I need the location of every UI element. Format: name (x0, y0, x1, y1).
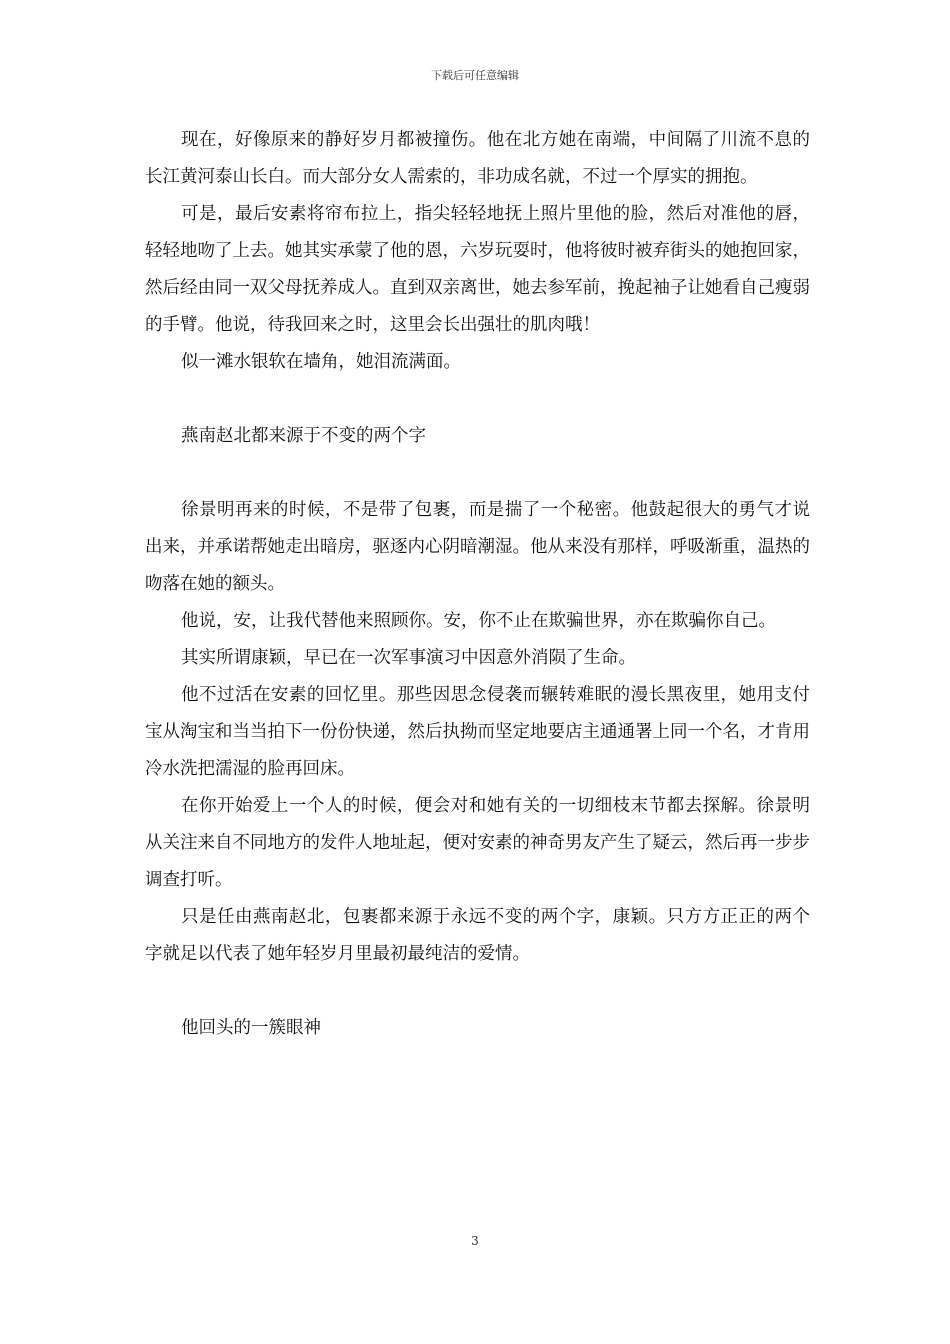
paragraph: 其实所谓康颖，早已在一次军事演习中因意外消陨了生命。 (181, 648, 636, 668)
section-heading: 他回头的一簇眼神 (181, 1018, 321, 1038)
paragraph: 他不过活在安素的回忆里。那些因思念侵袭而辗转难眠的漫长黑夜里，她用支付宝从淘宝和当当拍下一份份快递，然后执拗而坚定地要店主通通署上同一个名，才肯用冷水洗把濡湿的脸再回床。 (145, 685, 810, 779)
page-number: 3 (471, 1234, 479, 1248)
paragraph: 现在，好像原来的静好岁月都被撞伤。他在北方她在南端，中间隔了川流不息的长江黄河泰山长白。而大部分女人需索的，非功成名就，不过一个厚实的拥抱。 (145, 130, 810, 187)
document-body (145, 122, 810, 1047)
paragraph: 只是任由燕南赵北，包裹都来源于永远不变的两个字，康颖。只方方正正的两个字就足以代表了她年轻岁月里最初最纯洁的爱情。 (145, 907, 810, 964)
page-header: 下载后可任意编辑 (431, 69, 519, 82)
paragraph: 他说，安，让我代替他来照顾你。安，你不止在欺骗世界，亦在欺骗你自己。 (181, 611, 776, 631)
paragraph: 在你开始爱上一个人的时候，便会对和她有关的一切细枝末节都去探解。徐景明从关注来自不同地方的发件人地址起，便对安素的神奇男友产生了疑云，然后再一步步调查打听。 (145, 796, 810, 890)
paragraph: 徐景明再来的时候，不是带了包裹，而是揣了一个秘密。他鼓起很大的勇气才说出来，并承诺帮她走出暗房，驱逐内心阴暗潮湿。他从来没有那样，呼吸渐重，温热的吻落在她的额头。 (145, 500, 810, 594)
paragraph: 可是，最后安素将帘布拉上，指尖轻轻地抚上照片里他的脸，然后对准他的唇，轻轻地吻了上去。她其实承蒙了他的恩，六岁玩耍时，他将彼时被弃街头的她抱回家，然后经由同一双父母抚养成人。直到双亲离世，她去参军前，挽起袖子让她看自己瘦弱的手臂。他说，待我回来之时，这里会长出强壮的肌肉哦！ (145, 204, 810, 335)
spacer (145, 973, 810, 1010)
section-heading: 燕南赵北都来源于不变的两个字 (181, 426, 426, 446)
spacer (145, 455, 810, 492)
paragraph: 似一滩水银软在墙角，她泪流满面。 (181, 352, 461, 372)
spacer (145, 381, 810, 418)
